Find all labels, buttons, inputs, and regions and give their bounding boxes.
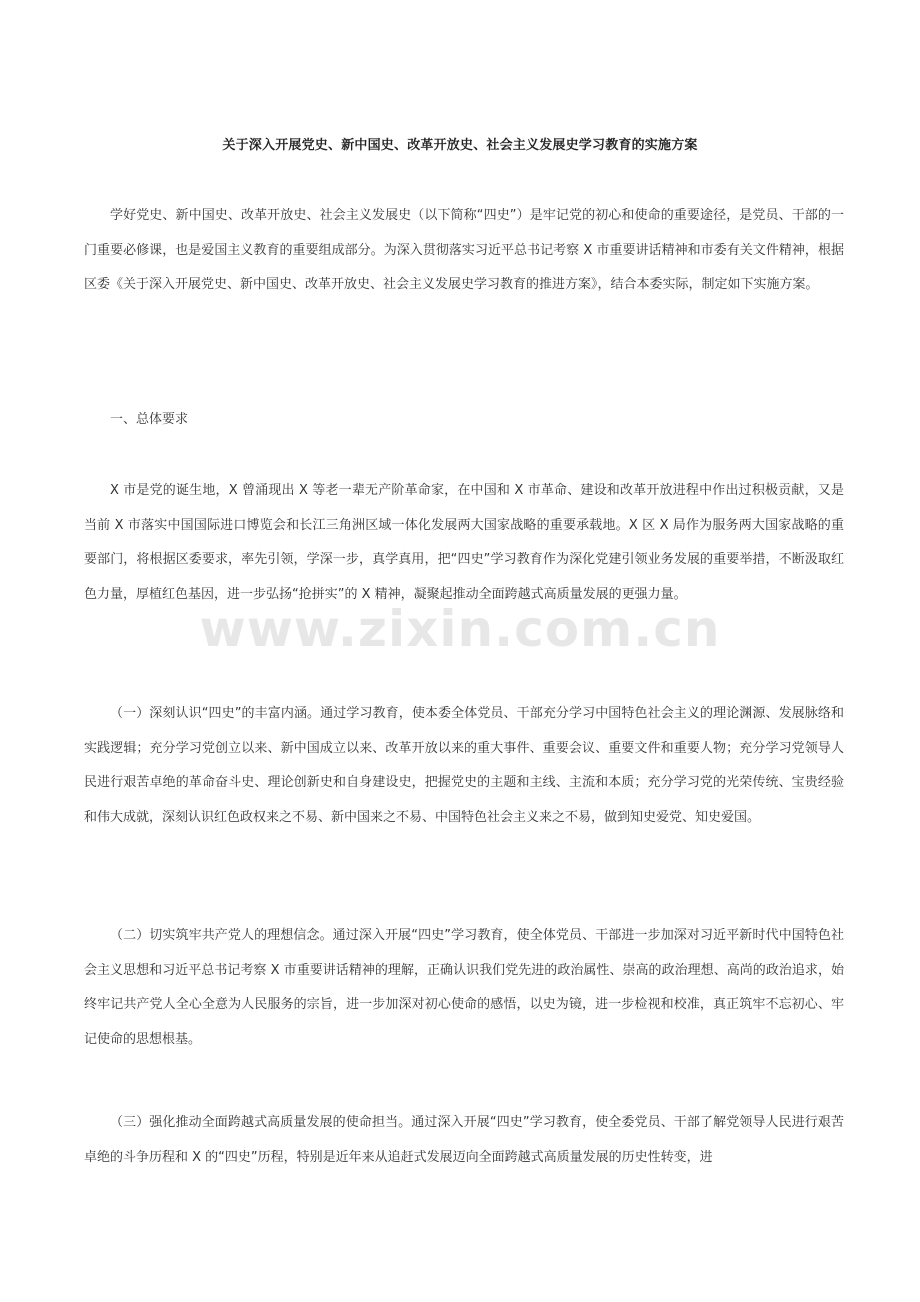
item-1-paragraph: （一）深刻认识“四史”的丰富内涵。通过学习教育，使本委全体党员、干部充分学习中国特色社会主义的理论渊源、发展脉络和实践逻辑；充分学习党创立以来、新中国成立以来、改革开放以来的重大事件、重要会议、重要文件和重要人物；充分学习党领导人民进行艰苦卓绝的革命奋斗史、理论创新史和自身建设史，把握党史的主题和主线、主流和本质；充分学习党的光荣传统、宝贵经验和伟大成就，深刻认识红色政权来之不易、新中国来之不易、中国特色社会主义来之不易，做到知史爱党、知史爱国。 bbox=[84, 706, 844, 825]
item-3-paragraph: （三）强化推动全面跨越式高质量发展的使命担当。通过深入开展“四史”学习教育，使全委党员、干部了解党领导人民进行艰苦卓绝的斗争历程和 X 的“四史”历程，特别是近年来从追赶式发展迈向全面跨越式高质量发展的历史性转变，进 bbox=[84, 1115, 844, 1165]
item-2-paragraph: （二）切实筑牢共产党人的理想信念。通过深入开展“四史”学习教育，使全体党员、干部进一步加深对习近平新时代中国特色社会主义思想和习近平总书记考察 X 市重要讲话精神的理解，正确认识我们党先进的政治属性、崇高的政治理想、高尚的政治追求，始终牢记共产党人全心全意为人民服务的宗旨，进一步加深对初心使命的感悟，以史为镜，进一步检视和校准，真正筑牢不忘初心、牢记使命的思想根基。 bbox=[84, 928, 844, 1047]
watermark: www.zixin.com.cn bbox=[199, 600, 721, 658]
document-title: 关于深入开展党史、新中国史、改革开放史、社会主义发展史学习教育的实施方案 bbox=[222, 138, 698, 153]
intro-paragraph: 学好党史、新中国史、改革开放史、社会主义发展史（以下简称“四史”）是牢记党的初心和使命的重要途径，是党员、干部的一门重要必修课，也是爱国主义教育的重要组成部分。为深入贯彻落实习近平总书记考察 X 市重要讲话精神和市委有关文件精神，根据区委《关于深入开展党史、新中国史、改革开放史、社会主义发展史学习教育的推进方案》，结合本委实际，制定如下实施方案。 bbox=[84, 208, 844, 293]
section-heading-general-requirements: 一、总体要求 bbox=[110, 412, 189, 427]
section-1-paragraph: X 市是党的诞生地，X 曾涌现出 X 等老一辈无产阶革命家，在中国和 X 市革命、建设和改革开放进程中作出过积极贡献，又是当前 X 市落实中国国际进口博览会和长江三角洲区域一体化发展两大国家战略的重要承载地。X 区 X 局作为服务两大国家战略的重要部门，将根据区委要求，率先引领，学深一步，真学真用，把“四史”学习教育作为深化党建引领业务发展的重要举措，不断汲取红色力量，厚植红色基因，进一步弘扬“抢拼实”的 X 精神，凝聚起推动全面跨越式高质量发展的更强力量。 bbox=[84, 483, 844, 602]
